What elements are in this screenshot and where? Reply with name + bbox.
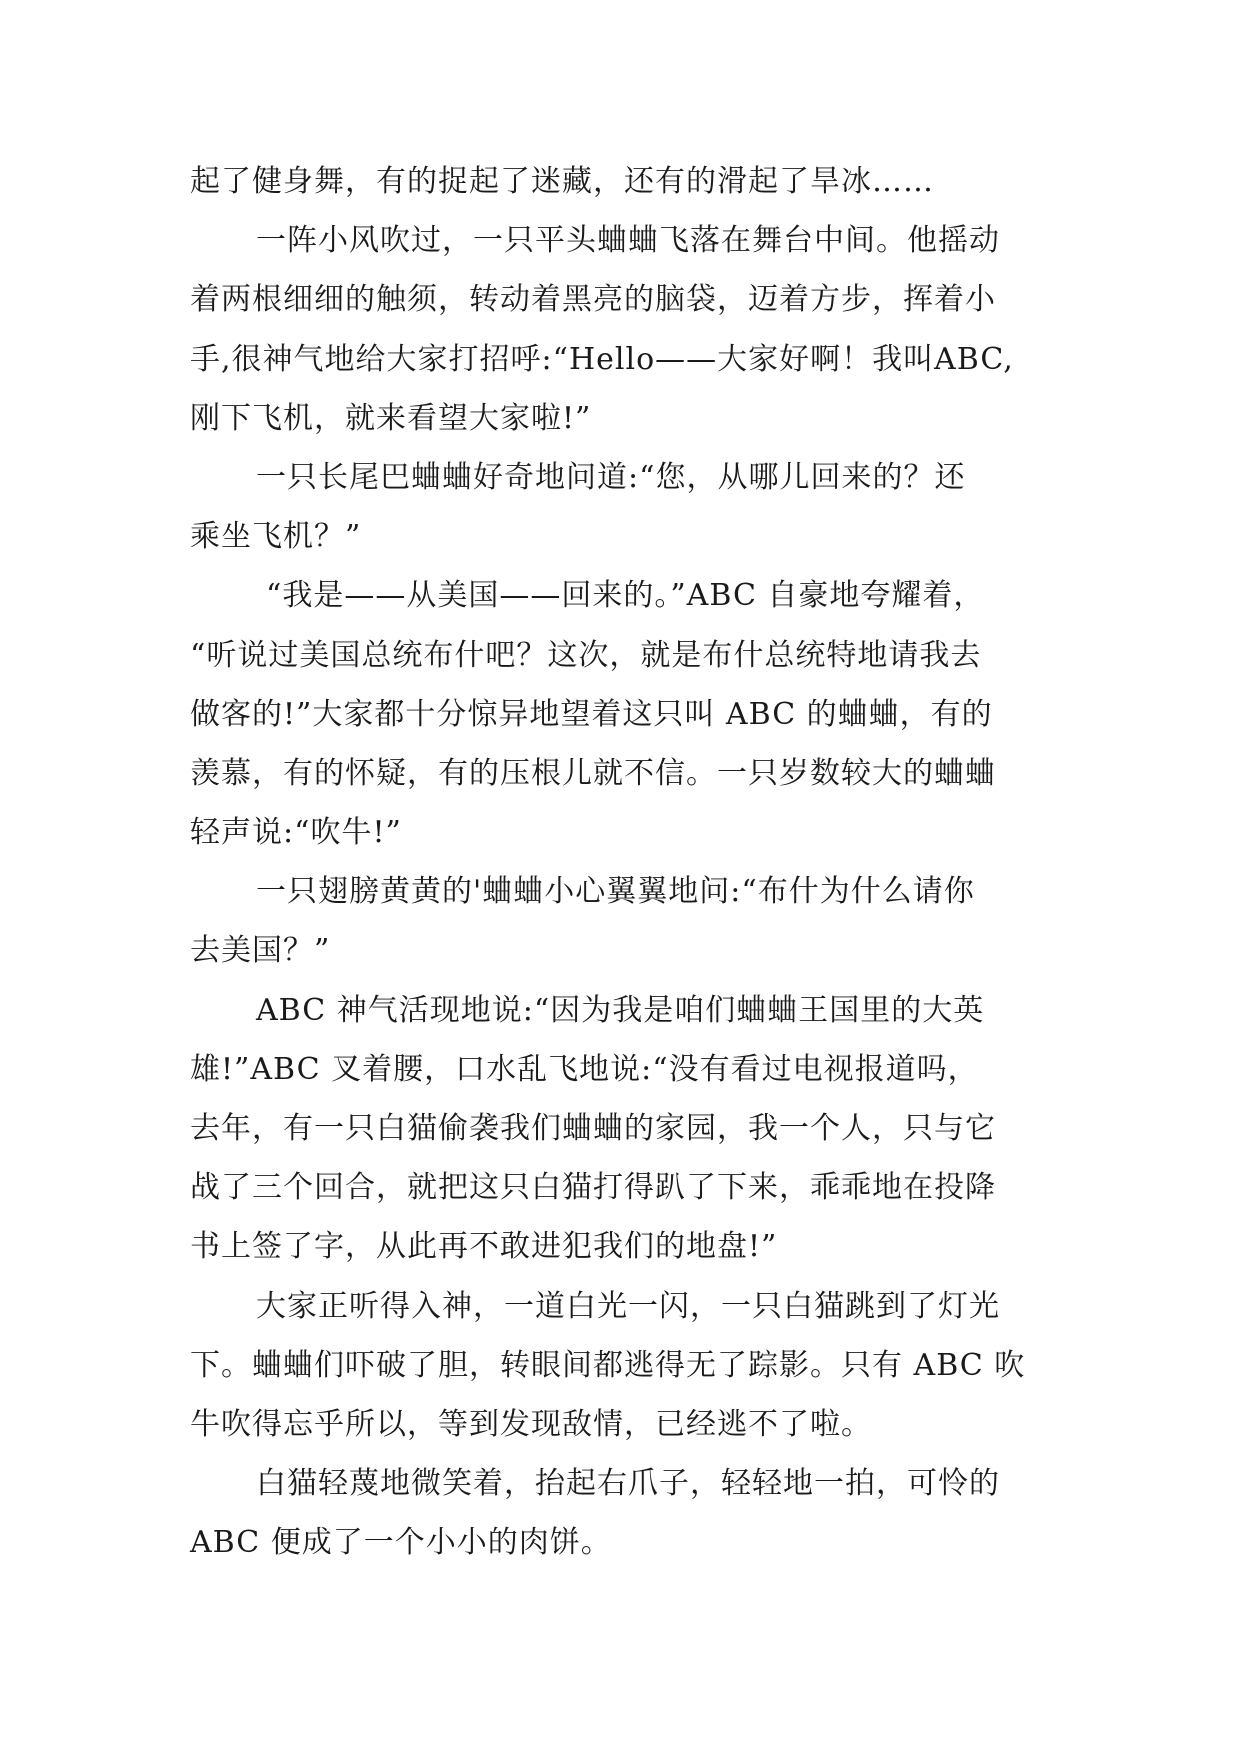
text-line: 去年，有一只白猫偷袭我们蛐蛐的家园，我一个人，只与它 — [190, 1111, 996, 1146]
story-text — [190, 152, 1050, 1573]
text-line: 大家正听得入神，一道白光一闪，一只白猫跳到了灯光 — [256, 1288, 1000, 1324]
text-line: 起了健身舞，有的捉起了迷藏，还有的滑起了旱冰…… — [190, 164, 934, 199]
text-line: 刚下飞机，就来看望大家啦!” — [190, 400, 592, 436]
text-line: ABC 便成了一个小小的肉饼。 — [190, 1525, 612, 1561]
text-line: 轻声说:“吹牛!” — [190, 815, 402, 851]
text-line: “听说过美国总统布什吧？这次，就是布什总统特地请我去 — [190, 637, 982, 673]
text-line: 白猫轻蔑地微笑着，抬起右爪子，轻轻地一拍，可怜的 — [256, 1466, 1000, 1502]
text-line: “我是——从美国——回来的。”ABC 自豪地夸耀着， — [266, 578, 985, 614]
text-line: 书上签了字，从此再不敢进犯我们的地盘!” — [190, 1229, 778, 1265]
text-line: 乘坐飞机？” — [190, 519, 362, 555]
text-line: 下。蛐蛐们吓破了胆，转眼间都逃得无了踪影。只有 ABC 吹 — [190, 1347, 1026, 1383]
text-line: 着两根细细的触须，转动着黑亮的脑袋，迈着方步，挥着小 — [190, 282, 996, 318]
text-line: 做客的!”大家都十分惊异地望着这只叫 ABC 的蛐蛐，有的 — [190, 696, 993, 732]
text-line: 羡慕，有的怀疑，有的压根儿就不信。一只岁数较大的蛐蛐 — [190, 755, 996, 791]
text-line: 去美国？” — [190, 933, 331, 969]
text-line: 一只长尾巴蛐蛐好奇地问道:“您，从哪儿回来的？还 — [256, 459, 966, 495]
text-line: 手,很神气地给大家打招呼:“Hello——大家好啊！我叫ABC, — [190, 341, 1014, 377]
text-line: ABC 神气活现地说:“因为我是咱们蛐蛐王国里的大英 — [256, 992, 985, 1028]
text-line: 牛吹得忘乎所以，等到发现敌情，已经逃不了啦。 — [190, 1406, 872, 1442]
text-line: 战了三个回合，就把这只白猫打得趴了下来，乖乖地在投降 — [190, 1170, 996, 1206]
text-line: 一阵小风吹过，一只平头蛐蛐飞落在舞台中间。他摇动 — [256, 223, 1000, 259]
text-line: 雄!”ABC 叉着腰，口水乱飞地说:“没有看过电视报道吗， — [190, 1051, 979, 1087]
text-line: 一只翅膀黄黄的'蛐蛐小心翼翼地问:“布什为什么请你 — [256, 874, 975, 910]
